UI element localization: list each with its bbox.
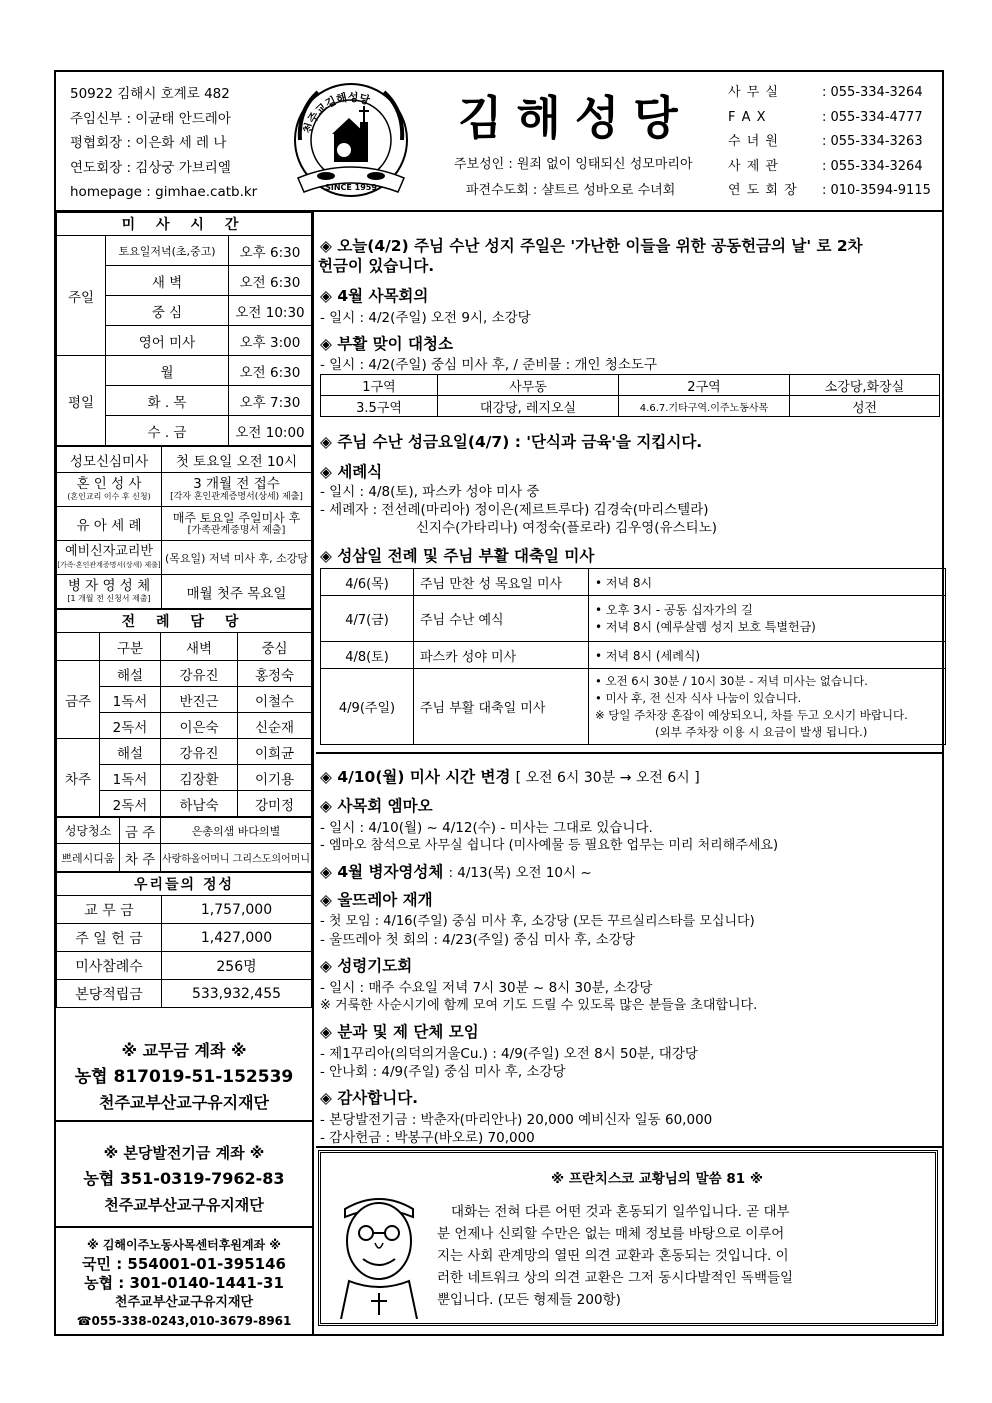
account-title: ※ 김해이주노동사목센터후원계좌 ※ (87, 1238, 281, 1252)
triduum-table (320, 568, 946, 745)
patron-saint: 주보성인 : 원죄 없이 잉태되신 성모마리아 (454, 157, 693, 172)
notice-column (316, 212, 942, 1334)
account-title: ※ 본당발전기금 계좌 ※ (103, 1144, 265, 1162)
parish-logo-icon (288, 80, 414, 204)
sacrament-desc: (목요일) 저녁 미사 후, 소강당 (162, 541, 312, 575)
notice-emmaus-l1: - 일시 : 4/10(월) ~ 4/12(수) - 미사는 그대로 있습니다. (320, 820, 653, 836)
offering-label: 교 무 금 (57, 896, 162, 924)
notice-groups-l1: - 제1꾸리아(의덕의거울Cu.) : 4/9(주일) 오전 8시 50분, 대강당 (320, 1046, 698, 1062)
account-box-fund (56, 1140, 312, 1218)
notice-cleaning-body: - 일시 : 4/2(주일) 중심 미사 후, / 준비물 : 개인 청소도구 (320, 357, 658, 373)
notice-mass-change-title: ◈ 4/10(월) 미사 시간 변경 (320, 768, 511, 786)
bulletin-header (56, 72, 942, 212)
liturgy-person: 이은숙 (161, 713, 238, 739)
pope-quote-line: 분 언제나 신뢰할 수만은 없는 매체 정보를 바탕으로 이루어 (437, 1226, 785, 1242)
notice-groups-title: ◈ 분과 및 제 단체 모임 (320, 1023, 479, 1041)
liturgy-person: 강유진 (161, 739, 238, 765)
triduum-name: 파스카 성야 미사 (414, 642, 589, 669)
account-box-dues (56, 1038, 312, 1116)
pope-portrait-icon (331, 1169, 427, 1319)
contact-row: F A X : 055-334-4777 (728, 109, 923, 125)
notice-offering-day: ◈ 오늘(4/2) 주님 수난 성지 주일은 '가난한 이들을 위한 공동헌금의 날' 로 2차 (320, 237, 863, 255)
cleaning-group: 은총의샘 바다의별 (161, 818, 312, 844)
notice-prayer-title: ◈ 성령기도회 (320, 957, 413, 975)
notice-baptism-title: ◈ 세례식 (320, 463, 383, 481)
weekday-label: 평일 (57, 356, 106, 446)
account-owner: 천주교부산교구유지재단 (104, 1196, 264, 1214)
sacrament-desc: 첫 토요일 오전 10시 (162, 447, 312, 473)
next-week-label: 차주 (57, 739, 100, 817)
triduum-detail: • 미사 후, 전 신자 식사 나눔이 있습니다. (595, 690, 802, 705)
offering-label: 본당적립금 (57, 980, 162, 1008)
contact-row: 사 무 실 : 055-334-3264 (728, 85, 923, 100)
triduum-detail: • 저녁 8시 (예루살렘 성지 보호 특별헌금) (595, 619, 816, 634)
council-president: 평협회장 : 이은화 세 레 나 (70, 135, 227, 151)
zone-cell: 소강당,화장실 (790, 375, 940, 396)
liturgy-col: 새벽 (161, 633, 238, 661)
mass-name: 화 . 목 (106, 386, 229, 416)
pope-quote-text (437, 1201, 931, 1311)
patron-info (454, 152, 693, 204)
notice-sick-communion-title: ◈ 4월 병자영성체 (320, 863, 444, 881)
notice-emmaus-title: ◈ 사목회 엠마오 (320, 797, 433, 815)
mass-time: 오후 7:30 (229, 386, 312, 416)
pastor: 주임신부 : 이균태 안드레아 (70, 110, 231, 127)
mass-time: 오전 6:30 (229, 356, 312, 386)
liturgy-person: 하남숙 (161, 791, 238, 817)
notice-baptism-names-cont: 신지수(가타리나) 여정숙(플로라) 김우영(유스티노) (416, 520, 718, 536)
triduum-name: 주님 만찬 성 목요일 미사 (414, 569, 589, 596)
sacrament-desc-note: [각자 혼인관계증명서(상세) 제출] (170, 491, 303, 502)
sunday-label: 주일 (57, 236, 106, 356)
notice-ultreya-l2: - 울뜨레아 첫 회의 : 4/23(주일) 중심 미사 후, 소강당 (320, 932, 635, 948)
zone-cell: 사무동 (438, 375, 619, 396)
pope-quote-line: 뿐입니다. (모든 형제들 200항) (437, 1292, 621, 1308)
liturgy-person: 신순재 (238, 713, 312, 739)
legion-president: 연도회장 : 김상궁 가브리엘 (70, 159, 231, 176)
liturgy-table (56, 609, 312, 817)
notice-prayer-l2: ※ 거룩한 사순시기에 함께 모여 기도 드릴 수 있도록 많은 분들을 초대합니다. (320, 998, 758, 1013)
zone-cell: 1구역 (321, 375, 438, 396)
contact-list (728, 81, 931, 204)
logo-since: SINCE 1959 (325, 183, 377, 192)
liturgy-person: 강유진 (161, 661, 238, 687)
liturgy-person: 이희균 (238, 739, 312, 765)
offering-label: 미사참례수 (57, 952, 162, 980)
mass-name: 월 (106, 356, 229, 386)
triduum-detail: • 오후 3시 - 공동 십자가의 길 (595, 602, 753, 617)
liturgy-role: 해설 (100, 739, 161, 765)
notice-sick-communion-detail: : 4/13(목) 오전 10시 ~ (448, 865, 592, 881)
notice-groups-l2: - 안나회 : 4/9(주일) 중심 미사 후, 소강당 (320, 1064, 566, 1080)
triduum-name: 주님 수난 예식 (414, 596, 589, 642)
sacrament-name: 유 아 세 례 (57, 507, 162, 541)
mass-name: 영어 미사 (106, 326, 229, 356)
liturgy-person: 홍정숙 (238, 661, 312, 687)
sacrament-desc: 매월 첫주 목요일 (162, 575, 312, 609)
account-phone: ☎055-338-0243,010-3679-8961 (76, 1314, 292, 1328)
mass-name: 수 . 금 (106, 416, 229, 446)
notice-council-title: ◈ 4월 사목회의 (320, 287, 429, 305)
mass-schedule-table (56, 212, 312, 446)
triduum-date: 4/6(목) (321, 569, 414, 596)
bulletin-page (54, 70, 944, 1336)
sacrament-name: 병 자 영 성 체 (67, 577, 151, 594)
zone-cell: 성전 (790, 396, 940, 417)
sacrament-name: 예비신자교리반 (65, 543, 153, 559)
notice-offering-day-cont: 헌금이 있습니다. (318, 257, 435, 275)
pope-quote-line: 대화는 전혀 다른 어떤 것과 혼동되기 일쑤입니다. 곧 대부 (451, 1204, 790, 1220)
sacrament-table (56, 446, 312, 609)
parish-info (70, 82, 257, 205)
page-title: 김해성당 (458, 91, 692, 145)
account-box-migrant (56, 1236, 312, 1331)
offering-table (56, 872, 312, 1008)
notice-ultreya-l1: - 첫 모임 : 4/16(주일) 중심 미사 후, 소강당 (모든 꾸르실리스타를 모십니다) (320, 914, 755, 929)
liturgy-role: 해설 (100, 661, 161, 687)
liturgy-person: 이철수 (238, 687, 312, 713)
sacrament-desc: 매주 토요일 주일미사 후 (172, 510, 301, 525)
liturgy-col: 중심 (238, 633, 312, 661)
contact-row: 사 제 관 : 055-334-3264 (728, 158, 923, 174)
sacrament-name: 성모신심미사 (57, 447, 162, 473)
mass-time: 오후 6:30 (229, 236, 312, 266)
account-number: 국민 : 554001-01-395146 (82, 1255, 286, 1273)
cleaning-label: 성당청소 (57, 818, 120, 844)
notice-baptism-names: - 세례자 : 전선례(마리아) 정이은(제르트루다) 김경숙(마리스텔라) (320, 502, 709, 518)
offering-value: 1,757,000 (162, 896, 312, 924)
liturgy-role: 2독서 (100, 713, 161, 739)
pope-quote-box (318, 1150, 938, 1326)
liturgy-role: 1독서 (100, 765, 161, 791)
liturgy-person: 반진근 (161, 687, 238, 713)
notice-emmaus-l2: - 엠마오 참석으로 사무실 쉽니다 (미사예물 등 필요한 업무는 미리 처리해주세요) (320, 838, 779, 853)
offering-value: 256명 (162, 952, 312, 980)
cleaning-label: 쁘레시디움 (57, 844, 120, 872)
sacrament-name: 혼 인 성 사 (76, 475, 142, 492)
triduum-detail: • 저녁 8시 (589, 569, 946, 596)
notice-cleaning-title: ◈ 부활 맞이 대청소 (320, 335, 453, 353)
account-number: 농협 351-0319-7962-83 (83, 1169, 285, 1188)
notice-baptism-date: - 일시 : 4/8(토), 파스카 성야 미사 중 (320, 484, 540, 500)
parish-address: 50922 김해시 호계로 482 (70, 86, 230, 102)
pope-quote-line: 지는 사회 관계망의 열띤 의견 교환과 혼동되는 것입니다. 이 (437, 1248, 789, 1264)
notice-thanks-l1: - 본당발전기금 : 박춘자(마리안나) 20,000 예비신자 일동 60,000 (320, 1112, 713, 1128)
sacrament-desc-note: [가족관계증명서 제출] (187, 524, 286, 536)
cleaning-week: 금 주 (120, 818, 161, 844)
notice-mass-change-detail: [ 오전 6시 30분 → 오전 6시 ] (515, 770, 700, 786)
liturgy-person: 이기용 (238, 765, 312, 791)
contact-row: 연 도 회 장 : 010-3594-9115 (728, 183, 931, 199)
account-title: ※ 교무금 계좌 ※ (121, 1041, 247, 1060)
triduum-detail: ※ 당일 주차장 혼잡이 예상되오니, 차를 두고 오시기 바랍니다. (595, 707, 908, 722)
triduum-date: 4/8(토) (321, 642, 414, 669)
account-number: 농협 : 301-0140-1441-31 (84, 1274, 284, 1292)
notice-ultreya-title: ◈ 울뜨레아 재개 (320, 891, 433, 909)
triduum-detail: • 오전 6시 30분 / 10시 30분 - 저녁 미사는 없습니다. (595, 673, 868, 688)
notice-council-body: - 일시 : 4/2(주일) 오전 9시, 소강당 (320, 310, 531, 326)
mass-name: 토요일저녁(초,중고) (106, 236, 229, 266)
mass-name: 새 벽 (106, 266, 229, 296)
mass-time: 오전 10:30 (229, 296, 312, 326)
liturgy-role: 2독서 (100, 791, 161, 817)
notice-good-friday: ◈ 주님 수난 성금요일(4/7) : '단식과 금육'을 지킵시다. (320, 433, 703, 451)
zone-cell: 2구역 (619, 375, 790, 396)
notice-prayer-l1: - 일시 : 매주 수요일 저녁 7시 30분 ~ 8시 30분, 소강당 (320, 980, 653, 996)
religious-order: 파견수도회 : 샬트르 성바오로 수녀회 (466, 183, 676, 198)
mass-time: 오전 6:30 (229, 266, 312, 296)
zone-cell: 4.6.7.기타구역.이주노동사목 (619, 396, 790, 417)
triduum-detail: • 저녁 8시 (세례식) (589, 642, 946, 669)
notice-sick-communion (320, 860, 592, 882)
liturgy-col: 구분 (100, 633, 161, 661)
liturgy-person: 김장환 (161, 765, 238, 791)
notice-triduum-title: ◈ 성삼일 전례 및 주님 부활 대축일 미사 (320, 547, 595, 565)
liturgy-title: 전 례 담 당 (57, 610, 312, 633)
cleaning-group: 사랑하올어머니 그리스도의어머니 (161, 844, 312, 872)
liturgy-role: 1독서 (100, 687, 161, 713)
sacrament-name-note: [가족·혼인관계증명서(상세) 제출] (57, 560, 161, 569)
triduum-name: 주님 부활 대축일 미사 (414, 669, 589, 745)
account-owner: 천주교부산교구유지재단 (114, 1295, 254, 1310)
sacrament-desc: 3 개월 전 접수 (193, 475, 280, 492)
zone-cell: 대강당, 레지오실 (438, 396, 619, 417)
this-week-label: 금주 (57, 661, 100, 739)
sacrament-name-note: [1 개월 전 신청서 제출] (67, 593, 151, 603)
notice-thanks-l2: - 감사헌금 : 박봉구(바오로) 70,000 (320, 1130, 535, 1146)
triduum-date: 4/7(금) (321, 596, 414, 642)
mass-name: 중 심 (106, 296, 229, 326)
notice-mass-change (320, 765, 700, 787)
contact-row: 수 녀 원 : 055-334-3263 (728, 134, 923, 150)
pope-quote-line: 러한 네트워크 상의 의견 교환은 그저 동시다발적인 독백들일 (437, 1270, 794, 1286)
logo-text: 천주교김해성당 (300, 90, 372, 136)
cleaning-week: 차 주 (120, 844, 161, 872)
mass-schedule-title: 미 사 시 간 (57, 213, 312, 236)
offering-label: 주 일 헌 금 (57, 924, 162, 952)
homepage-link[interactable]: homepage : gimhae.catb.kr (70, 184, 258, 200)
liturgy-person: 강미정 (238, 791, 312, 817)
offering-title: 우리들의 정성 (57, 873, 312, 896)
offering-value: 1,427,000 (162, 924, 312, 952)
triduum-detail: (외부 주차장 이용 시 요금이 발생 됩니다.) (655, 724, 868, 739)
notice-thanks-title: ◈ 감사합니다. (320, 1089, 419, 1107)
left-column (56, 212, 314, 1334)
mass-time: 오후 3:00 (229, 326, 312, 356)
account-number: 농협 817019-51-152539 (74, 1067, 294, 1087)
cleaning-zone-table (320, 374, 940, 417)
pope-quote-title: ※ 프란치스코 교황님의 말씀 81 ※ (551, 1171, 763, 1187)
offering-value: 533,932,455 (162, 980, 312, 1008)
sacrament-name-note: (혼인교리 이수 후 신청) (67, 491, 151, 501)
mass-time: 오전 10:00 (229, 416, 312, 446)
cleaning-table (56, 817, 312, 872)
account-owner: 천주교부산교구유지재단 (98, 1093, 270, 1112)
zone-cell: 3.5구역 (321, 396, 438, 417)
triduum-date: 4/9(주일) (321, 669, 414, 745)
